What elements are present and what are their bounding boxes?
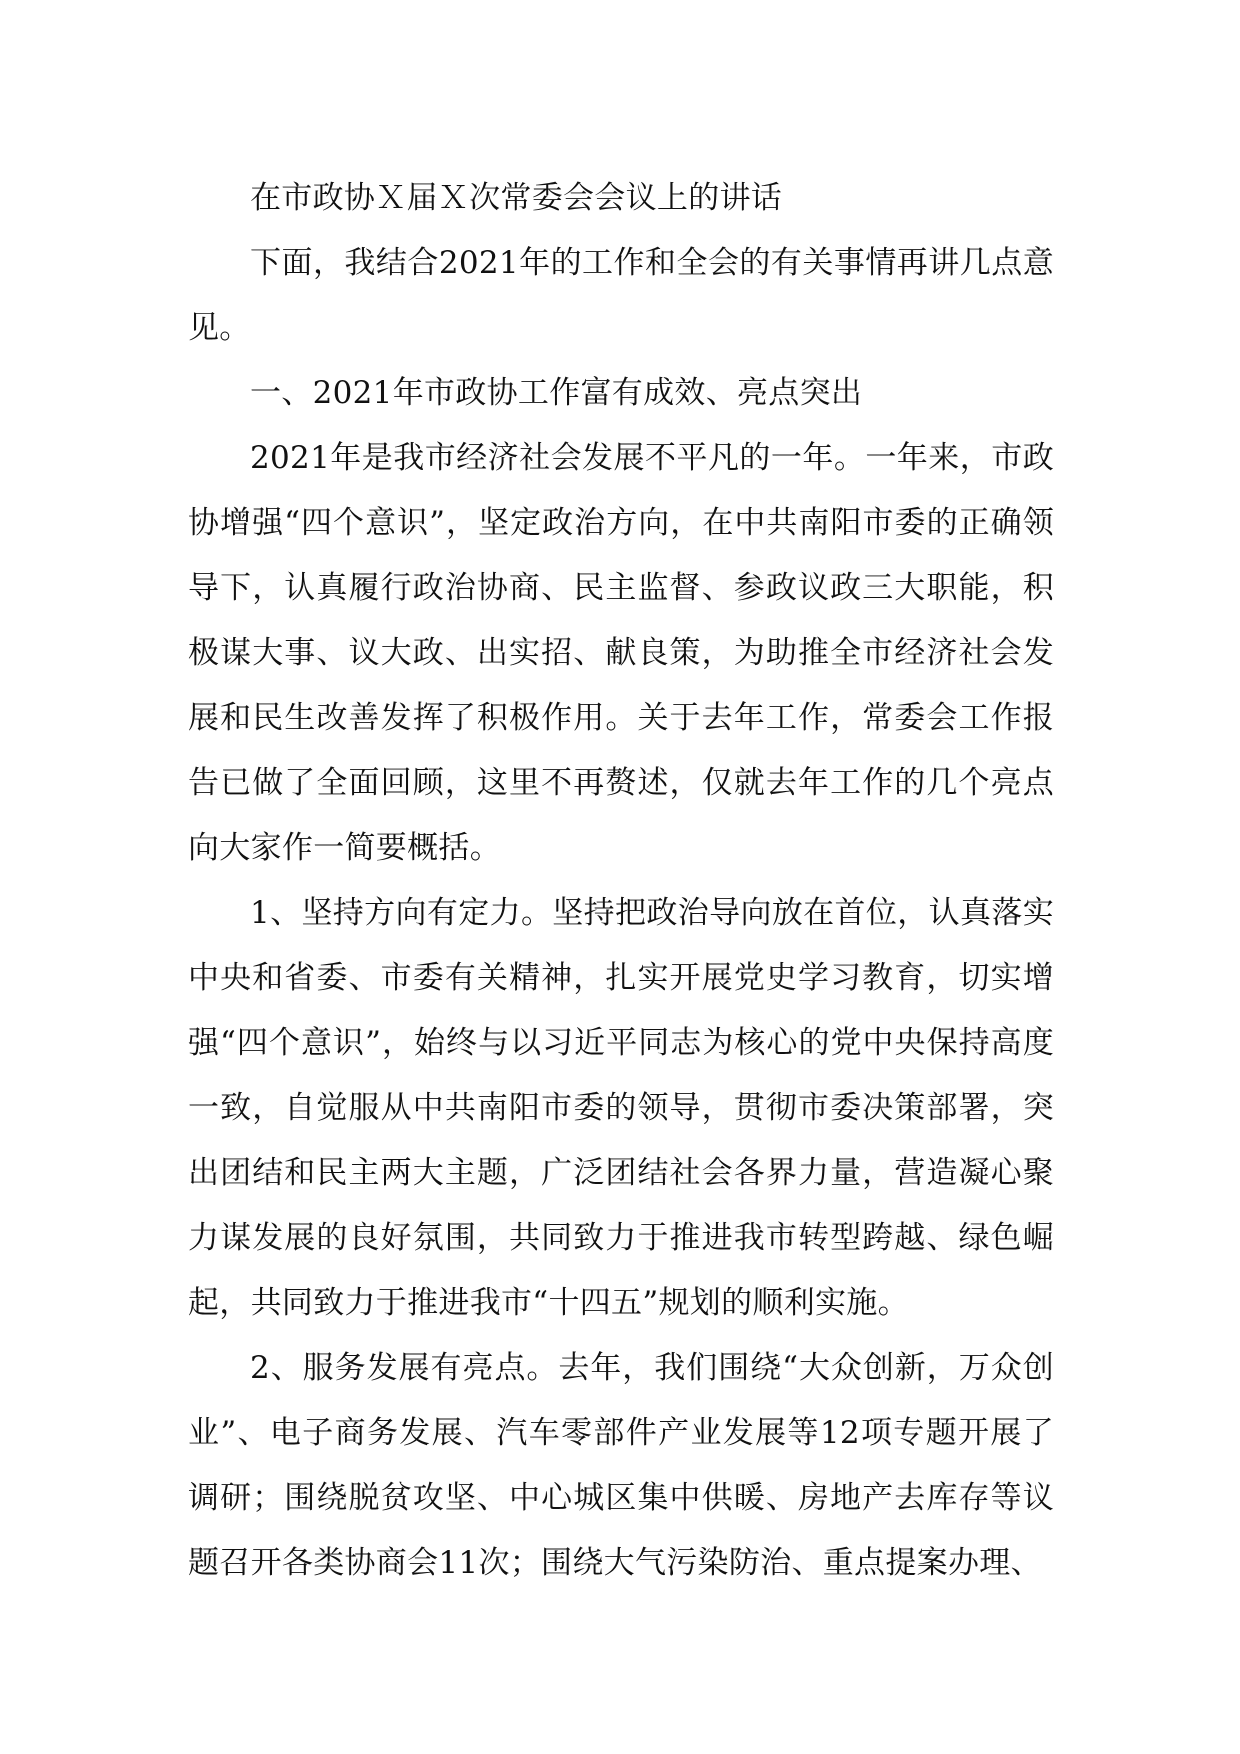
document-body: [188, 166, 1054, 1596]
paragraph-overview: 2021年是我市经济社会发展不平凡的一年。一年来，市政协增强“四个意识”，坚定政治方向，在中共南阳市委的正确领导下，认真履行政治协商、民主监督、参政议政三大职能，积极谋大事、议大政、出实招、献良策，为助推全市经济社会发展和民生改善发挥了积极作用。关于去年工作，常委会工作报告已做了全面回顾，这里不再赘述，仅就去年工作的几个亮点向大家作一简要概括。: [188, 440, 1054, 866]
paragraph-point-1: 1、坚持方向有定力。坚持把政治导向放在首位，认真落实中央和省委、市委有关精神，扎实开展党史学习教育，切实增强“四个意识”，始终与以习近平同志为核心的党中央保持高度一致，自觉服从中共南阳市委的领导，贯彻市委决策部署，突出团结和民主两大主题，广泛团结社会各界力量，营造凝心聚力谋发展的良好氛围，共同致力于推进我市转型跨越、绿色崛起，共同致力于推进我市“十四五”规划的顺利实施。: [188, 895, 1054, 1321]
section-heading-1: 一、2021年市政协工作富有成效、亮点突出: [250, 375, 863, 411]
document-title: 在市政协Ｘ届Ｘ次常委会会议上的讲话: [250, 180, 783, 216]
paragraph-point-2: 2、服务发展有亮点。去年，我们围绕“大众创新，万众创业”、电子商务发展、汽车零部件产业发展等12项专题开展了调研；围绕脱贫攻坚、中心城区集中供暖、房地产去库存等议题召开各类协商会11次；围绕大气污染防治、重点提案办理、: [188, 1350, 1054, 1581]
paragraph-intro: 下面，我结合2021年的工作和全会的有关事情再讲几点意见。: [188, 245, 1054, 346]
